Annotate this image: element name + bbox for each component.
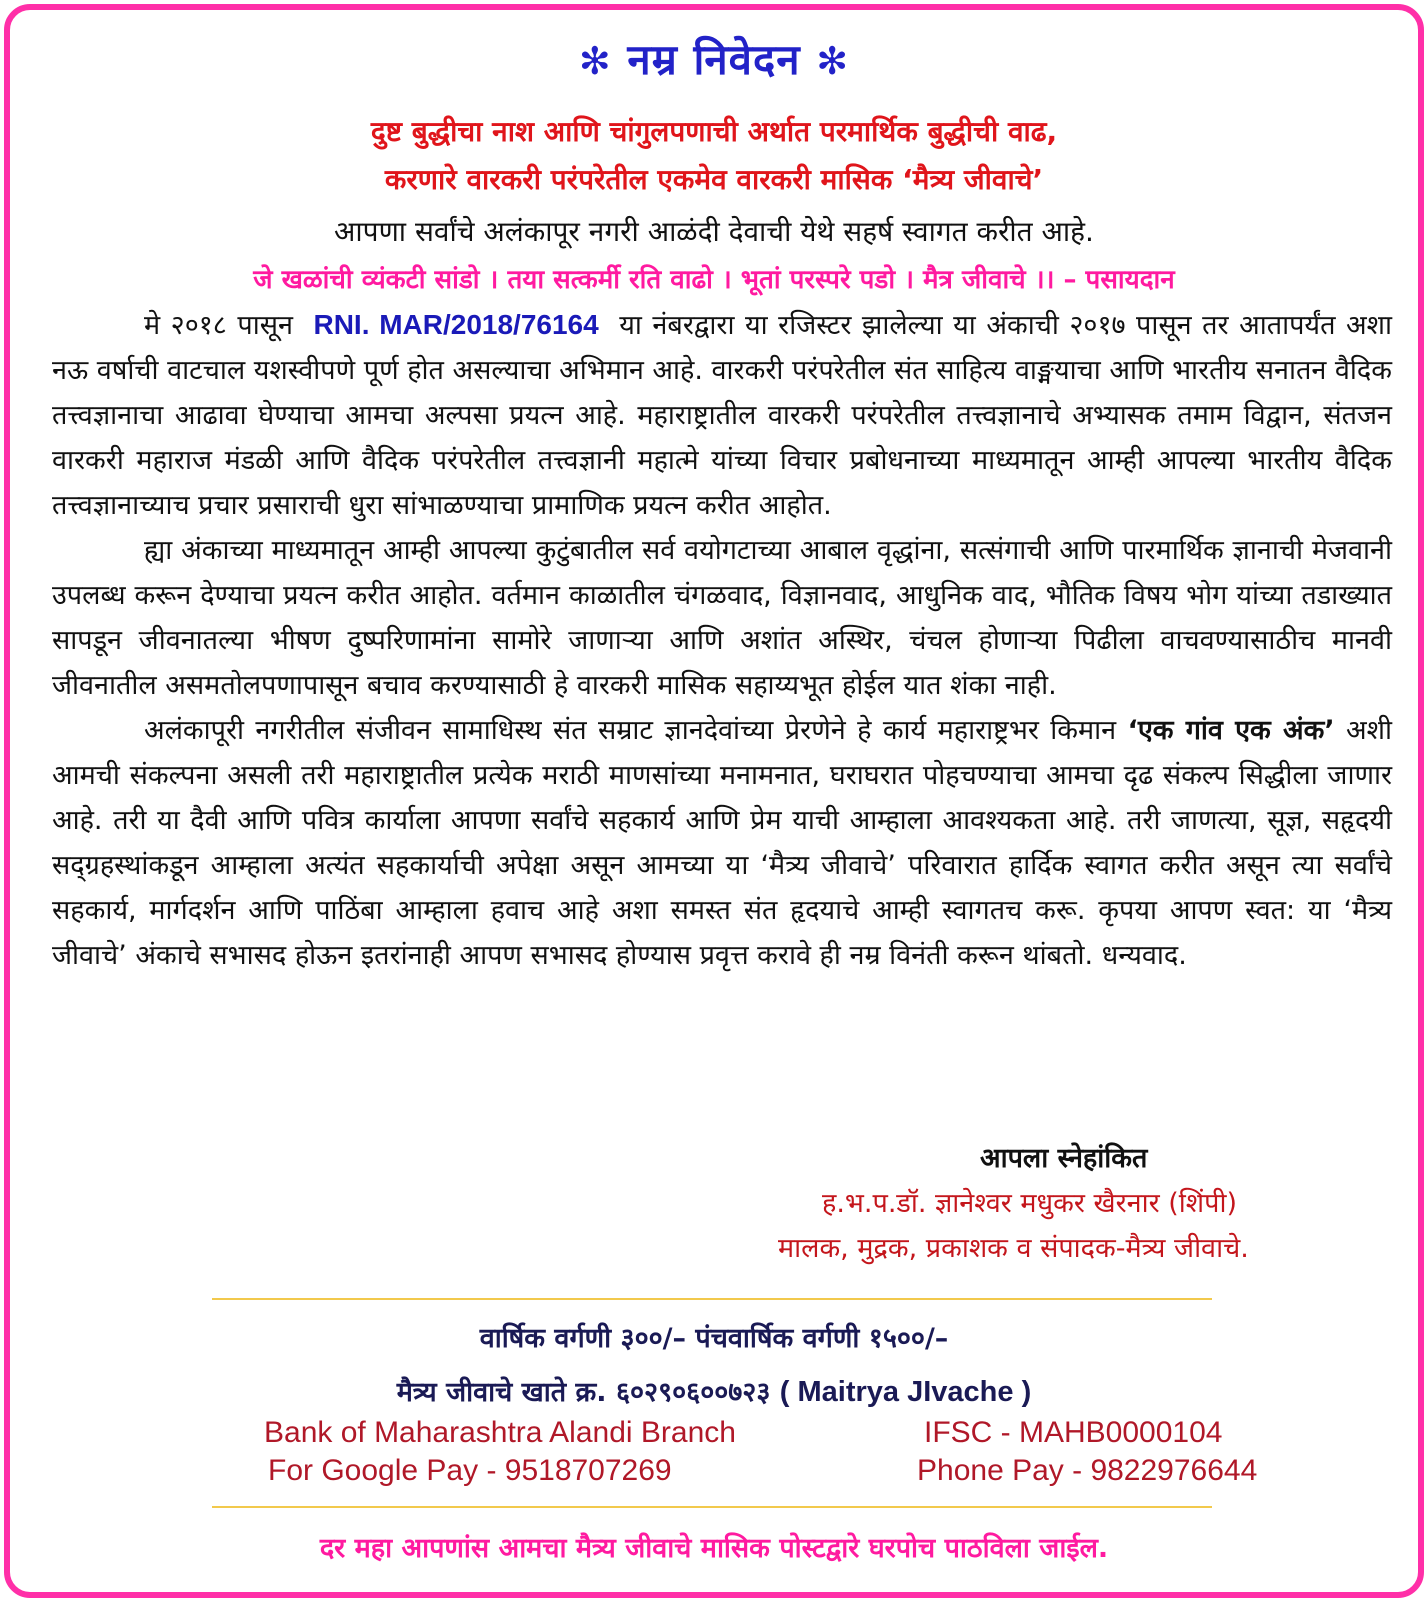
paragraph-3-rest: अशी आमची संकल्पना असली तरी महाराष्ट्रातील प्रत्येक मराठी माणसांच्या मनामनात, घराघरात पोहचण्याचा आमचा दृढ संकल्प सिद्धीला जाणार आहे. तरी या दैवी आणि पवित्र कार्याला आपणा सर्वांचे सहकार्य आणि प्रेम याची आम्हाला आवश्यकता आहे. तरी जाणत्या, सूज्ञ, सहृदयी सद्ग्रहस्थांकडून आम्हाला अत्यंत सहकार्याची अपेक्षा असून आमच्या या ‘मैत्र्य जीवाचे’ परिवारात हार्दिक स्वागत करीत असून त्या सर्वांचे सहकार्य, मार्गदर्शन आणि पाठिंबा आम्हाला हवाच आहे अशा समस्त संत हृदयाचे आम्ही स्वागतच करू. कृपया आपण स्वत: या ‘मैत्र्य जीवाचे’ अंकाचे सभासद होऊन इतरांनाही आपण सभासद होण्यास प्रवृत्त करावे ही नम्र विनंती करून थांबतो. धन्यवाद. <box>52 715 1393 971</box>
rni-number: RNI. MAR/2018/76164 <box>313 309 599 340</box>
phone-pay-number: Phone Pay - 9822976644 <box>917 1454 1258 1487</box>
account-name: ( Maitrya JIvache ) <box>779 1376 1032 1408</box>
paragraph-3 <box>52 708 1392 978</box>
paragraph-1-start: मे २०१८ पासून <box>144 310 293 341</box>
signature-greeting: आपला स्नेहांकित <box>980 1143 1148 1174</box>
divider <box>212 1506 1212 1508</box>
intro-line-1: दुष्ट बुद्धीचा नाश आणि चांगुलपणाची अर्थात परमार्थिक बुद्धीची वाढ, <box>370 115 1058 148</box>
paragraph-1 <box>52 302 1392 528</box>
divider <box>212 1298 1212 1300</box>
account-number: मैत्र्य जीवाचे खाते क्र. ६०२९०६००७२३ <box>396 1377 771 1408</box>
paragraph-1-rest: या नंबरद्वारा या रजिस्टर झालेल्या या अंकाची २०१७ पासून तर आतापर्यंत अशा नऊ वर्षाची वाटचाल यशस्वीपणे पूर्ण होत असल्याचा अभिमान आहे. वारकरी परंपरेतील संत साहित्य वाङ्मयाचा आणि भारतीय सनातन वैदिक तत्त्वज्ञानाचा आढावा घेण्याचा आमचा अल्पसा प्रयत्न आहे. महाराष्ट्रातील वारकरी परंपरेतील तत्त्वज्ञानाचे अभ्यासक तमाम विद्वान, संतजन वारकरी महाराज मंडळी आणि वैदिक परंपरेतील तत्त्वज्ञानी महात्मे यांच्या विचार प्रबोधनाच्या माध्यमातून आम्ही आपल्या भारतीय वैदिक तत्त्वज्ञानाच्याच प्रचार प्रसाराची धुरा सांभाळण्याचा प्रामाणिक प्रयत्न करीत आहोत. <box>52 310 1392 521</box>
body-text <box>52 302 1392 978</box>
intro-line-2: करणारे वारकरी परंपरेतील एकमेव वारकरी मासिक ‘मैत्र्य जीवाचे’ <box>384 163 1044 196</box>
bank-branch: Bank of Maharashtra Alandi Branch <box>264 1416 736 1449</box>
asterisk-icon: ✻ <box>578 39 612 83</box>
title-text: नम्र निवेदन <box>627 35 801 84</box>
signature-name: ह.भ.प.डॉ. ज्ञानेश्वर मधुकर खैरनार (शिंपी) <box>822 1188 1237 1219</box>
asterisk-icon: ✻ <box>816 39 850 83</box>
footer-note: दर महा आपणांस आमचा मैत्र्य जीवाचे मासिक पोस्टद्वारे घरपोच पाठविला जाईल. <box>319 1533 1109 1564</box>
welcome-line: आपणा सर्वांचे अलंकापूर नगरी आळंदी देवाची येथे सहर्ष स्वागत करीत आहे. <box>334 215 1094 248</box>
pasaydan-quote: जे खळांची व्यंकटी सांडो । तया सत्कर्मी रति वाढो । भूतां परस्परे पडो । मैत्र जीवाचे ।। – पसायदान <box>253 265 1175 295</box>
slogan-bold: ‘एक गांव एक अंक’ <box>1127 715 1335 746</box>
paragraph-3-start: अलंकापूरी नगरीतील संजीवन सामाधिस्थ संत सम्राट ज्ञानदेवांच्या प्रेरणेने हे कार्य महाराष्ट्रभर किमान <box>144 715 1117 746</box>
subscription-fees: वार्षिक वर्गणी ३००/– पंचवार्षिक वर्गणी १५००/– <box>479 1323 949 1354</box>
account-number-line <box>0 1372 1428 1409</box>
signature-title: मालक, मुद्रक, प्रकाशक व संपादक-मैत्र्य जीवाचे. <box>778 1233 1249 1264</box>
ifsc-code: IFSC - MAHB0000104 <box>924 1416 1223 1449</box>
paragraph-2: ह्या अंकाच्या माध्यमातून आम्ही आपल्या कुटुंबातील सर्व वयोगटाच्या आबाल वृद्धांना, सत्संगाची आणि पारमार्थिक ज्ञानाची मेजवानी उपलब्ध करून देण्याचा प्रयत्न करीत आहोत. वर्तमान काळातील चंगळवाद, विज्ञानवाद, आधुनिक वाद, भौतिक विषय भोग यांच्या तडाख्यात सापडून जीवनातल्या भीषण दुष्परिणामांना सामोरे जाणाऱ्या आणि अशांत अस्थिर, चंचल होणाऱ्या पिढीला वाचवण्यासाठीच मानवी जीवनातील असमतोलपणापासून बचाव करण्यासाठी हे वारकरी मासिक सहाय्यभूत होईल यात शंका नाही. <box>52 535 1392 701</box>
google-pay-number: For Google Pay - 9518707269 <box>268 1454 672 1487</box>
page-title <box>0 30 1428 87</box>
